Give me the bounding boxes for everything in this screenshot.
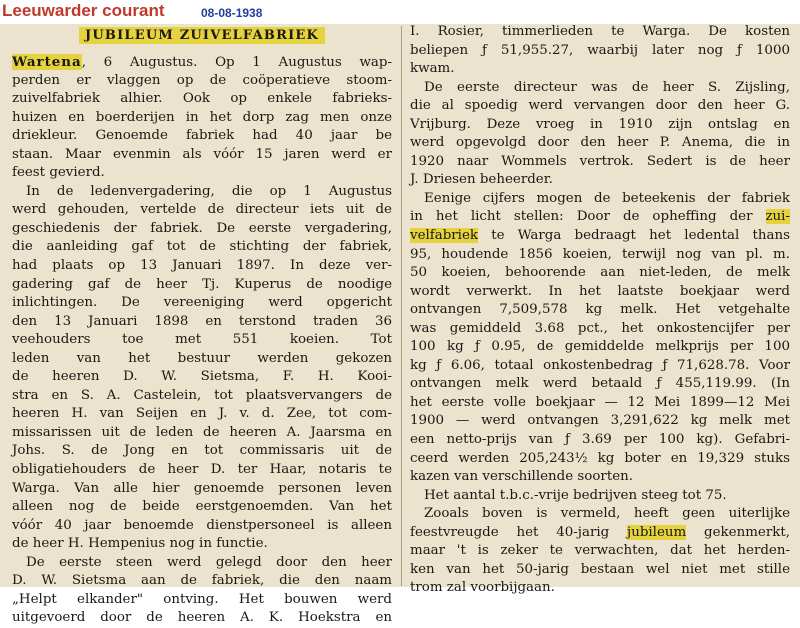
text-line: heeren H. van Seijen en J. v. d. Zee, tot com- xyxy=(12,406,392,422)
text-line: die aanleiding gaf tot de stichting der fabriek, xyxy=(12,239,392,255)
text-line: het eerste volle boekjaar — 12 Mei 1899—12 Mei xyxy=(410,394,790,410)
dateline-highlight: Wartena xyxy=(12,54,82,70)
article-title-line xyxy=(12,24,392,48)
text-line: de heeren D. W. Sietsma, F. H. Kooi- xyxy=(12,369,392,385)
column-divider xyxy=(401,26,402,586)
article-column-left xyxy=(12,24,392,628)
text-line: werd gehouden, vertelde de directeur iets uit de xyxy=(12,202,392,218)
text-line: maar 't is zeker te verwachten, dat het herden- xyxy=(410,543,790,559)
text-line: De eerste steen werd gelegd door den heer xyxy=(26,554,392,570)
text-line: kwam. xyxy=(410,61,455,77)
text-line: feest gevierd. xyxy=(12,165,105,181)
page-header xyxy=(0,0,800,24)
text-line: 100 kg ƒ 0.95, de gemiddelde melkprijs per 100 xyxy=(410,339,790,355)
text-line: feestvreugde het 40-jarig jubileum gekenmerkt, xyxy=(410,524,790,540)
text-line: De eerste directeur was de heer S. Zijsling, xyxy=(424,79,790,95)
text-line: zuivelfabriek alhier. Ook op enkele fabrieks- xyxy=(12,91,392,107)
text-line: stra en S. A. Castelein, tot plaatsvervangers de xyxy=(12,387,392,403)
text-line: In de ledenvergadering, die op 1 Augustus xyxy=(26,183,392,199)
text-line: trom zal voorbijgaan. xyxy=(410,580,555,596)
text-line: kg ƒ 6.06, totaal onkostenbedrag ƒ 71,628.78. Voor xyxy=(410,357,790,373)
text-line: perden er vlaggen op de coöperatieve stoom- xyxy=(12,72,392,88)
keyword-highlight: velfabriek xyxy=(410,228,479,244)
text-line: 1900 — werd ontvangen 3,291,622 kg melk met xyxy=(410,413,790,429)
text-line: ceerd werden 205,243½ kg boter en 19,329 stuks xyxy=(410,450,790,466)
text-line: ontvangen melk werd betaald ƒ 455,119.99. (In xyxy=(410,376,790,392)
text-line: de heer H. Hempenius nog in functie. xyxy=(12,536,268,552)
keyword-highlight: jubileum xyxy=(627,524,687,540)
text-line: leden van het bestuur werden gekozen xyxy=(12,350,392,366)
text-line: een netto-prijs van ƒ 3.69 per 100 kg). Gefabri- xyxy=(410,432,790,448)
text-line: kazen van verschillende soorten. xyxy=(410,469,634,485)
text-line: alleen nog de beide eerstgenoemden. Van het xyxy=(12,499,392,515)
text-line: obligatiehouders de heer D. ter Haar, notaris te xyxy=(12,462,392,478)
article-title: JUBILEUM ZUIVELFABRIEK xyxy=(79,27,325,44)
text-line: missarissen uit de leden de heeren A. Jaarsma en xyxy=(12,424,392,440)
text-line: velfabriek te Warga bedraagt het ledental thans xyxy=(410,228,790,244)
text-line: was gemiddeld 3.68 pct., het onkostencijfer per xyxy=(410,320,790,336)
newspaper-name: Leeuwarder courant xyxy=(2,1,165,20)
text-line: ontvangen 7,509,578 kg melk. Het vetgehalte xyxy=(410,302,790,318)
text-line: D. W. Sietsma aan de fabriek, die den naam xyxy=(12,573,392,589)
text-line: Zooals boven is vermeld, heeft geen uiterlijke xyxy=(424,506,790,522)
text-line: die al spoedig werd vervangen door den heer G. xyxy=(410,98,790,114)
text-line: Het aantal t.b.c.-vrije bedrijven steeg tot 75. xyxy=(424,487,727,503)
text-line: Eenige cijfers mogen de beteekenis der fabriek xyxy=(424,190,790,206)
text-line: werd opgevolgd door den heer P. Anema, die in xyxy=(410,135,790,151)
text-line: Wartena, 6 Augustus. Op 1 Augustus wap- xyxy=(12,54,392,70)
text-line: uitgevoerd door de heeren A. K. Hoekstra en xyxy=(12,610,392,626)
text-line: gadering gaf de heer Tj. Kuperus de noodige xyxy=(12,276,392,292)
text-line: veehouders toe met 551 koeien. Tot xyxy=(12,332,392,348)
text-line: huizen en boerderijen in het dorp zag men onze xyxy=(12,109,392,125)
text-line: 50 koeien, behoorende aan niet-leden, de melk xyxy=(410,265,790,281)
text-line: beliepen ƒ 51,955.27, waarbij later nog ƒ 1000 xyxy=(410,42,790,58)
text-line: I. Rosier, timmerlieden te Warga. De kosten xyxy=(410,24,790,39)
text-line: Vrijburg. Deze vroeg in 1910 zijn ontslag en xyxy=(410,116,790,132)
text-line: Johs. S. de Jong en tot commissaris uit de xyxy=(12,443,392,459)
text-line: Warga. Van alle hier genoemde personen leven xyxy=(12,480,392,496)
text-line: had plaats op 13 Januari 1897. In deze ver- xyxy=(12,258,392,274)
text-line: 95, houdende 1856 koeien, terwijl nog van pl. m. xyxy=(410,246,790,262)
text-line: „Helpt elkander" ontving. Het bouwen werd xyxy=(12,591,392,607)
text-line: 1920 naar Wommels vertrok. Sedert is de heer xyxy=(410,153,790,169)
text-line: den 13 Januari 1898 en terstond traden 36 xyxy=(12,313,392,329)
text-line: J. Driesen beheerder. xyxy=(410,172,553,188)
publication-date: 08-08-1938 xyxy=(201,6,263,20)
keyword-highlight: zui- xyxy=(765,209,790,225)
newspaper-clipping xyxy=(0,24,800,626)
text-line: staan. Maar evenmin als vóór 15 jaren werd er xyxy=(12,146,392,162)
article-column-right xyxy=(410,23,790,598)
text-line: geschiedenis der fabriek. De eerste vergadering, xyxy=(12,220,392,236)
text-line: driekleur. Genoemde fabriek had 40 jaar be xyxy=(12,128,392,144)
text-line: in het licht stellen: Door de opheffing der zui- xyxy=(410,209,790,225)
text-line: inlichtingen. De vereeniging werd opgericht xyxy=(12,295,392,311)
text-line: vóór 40 jaar benoemde dienstpersoneel is alleen xyxy=(12,517,392,533)
text-line: wordt verwerkt. In het laatste boekjaar werd xyxy=(410,283,790,299)
text-line: ken van het 50-jarig bestaan wel niet met stille xyxy=(410,561,790,577)
